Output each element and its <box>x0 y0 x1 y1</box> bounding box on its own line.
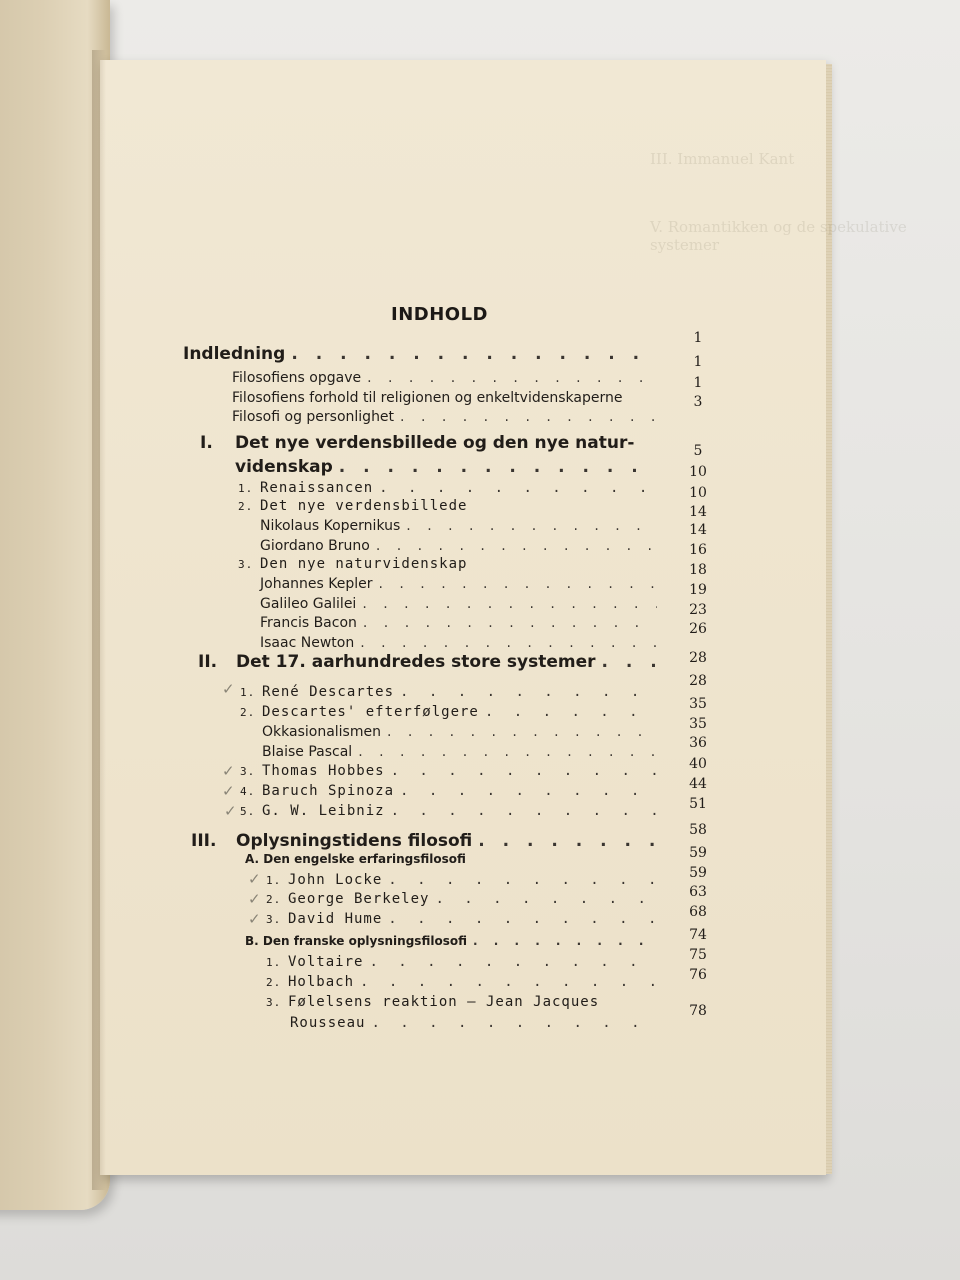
book-gutter <box>92 50 106 1190</box>
page-number: 19 <box>689 582 707 598</box>
page-number: 16 <box>689 542 707 558</box>
toc-entry-text: Den nye naturvidenskap <box>260 556 468 572</box>
dot-leader <box>376 538 657 554</box>
entry-number: 1. <box>266 874 282 887</box>
toc-entry-text: Det nye verdensbillede <box>260 498 468 514</box>
page-number: 35 <box>689 696 707 712</box>
toc-entry-text: Renaissancen <box>260 480 374 496</box>
entry-number: 4. <box>240 785 256 798</box>
dot-leader <box>339 457 657 477</box>
toc-entry <box>240 783 665 799</box>
dot-leader <box>391 803 657 819</box>
dot-leader <box>369 954 657 970</box>
toc-entry-text: Okkasionalismen <box>262 724 381 740</box>
toc-entry-text: Indledning <box>183 344 286 364</box>
toc-entry-text: Voltaire <box>288 954 364 970</box>
pencil-check-icon: ✓ <box>248 890 261 908</box>
toc-entry <box>266 994 696 1010</box>
toc-entry <box>266 891 665 907</box>
toc-entry <box>260 538 665 554</box>
toc-entry-text: Følelsens reaktion — Jean Jacques <box>288 994 600 1010</box>
dot-leader <box>363 615 657 631</box>
dot-leader <box>388 911 657 927</box>
toc-entry <box>260 518 665 534</box>
toc-entry-text: G. W. Leibniz <box>262 803 385 819</box>
dot-leader <box>400 783 657 799</box>
toc-entry <box>238 556 518 572</box>
page-number: 59 <box>689 845 707 861</box>
entry-number: 2. <box>266 893 282 906</box>
toc-entry-text: Johannes Kepler <box>260 576 373 592</box>
chapter-heading <box>191 831 670 851</box>
toc-entry <box>260 596 665 612</box>
page-number: 78 <box>689 1003 707 1019</box>
dot-leader <box>400 409 654 425</box>
toc-entry-text: Oplysningstidens filosofi <box>236 831 473 851</box>
toc-entry <box>235 457 665 477</box>
page-number: 35 <box>689 716 707 732</box>
dot-leader <box>391 763 657 779</box>
toc-entry-text: Nikolaus Kopernikus <box>260 518 401 534</box>
dot-leader <box>388 872 657 888</box>
toc-entry-text: Holbach <box>288 974 355 990</box>
entry-number: 3. <box>266 913 282 926</box>
toc-entry-text: Isaac Newton <box>260 635 355 651</box>
page-number: 10 <box>689 464 707 480</box>
chapter-heading <box>198 652 670 672</box>
section-heading <box>245 852 645 866</box>
entry-number: 3. <box>238 558 254 571</box>
page-number: 36 <box>689 735 707 751</box>
chapter-heading <box>200 433 670 453</box>
chapter-number: III. <box>191 831 217 851</box>
toc-entry <box>232 409 662 425</box>
toc-entry <box>266 911 665 927</box>
toc-entry-text: Rousseau <box>290 1015 366 1031</box>
dot-leader <box>478 831 662 851</box>
toc-entry-text: Filosofi og personlighet <box>232 409 395 425</box>
page-number: 1 <box>693 330 703 346</box>
toc-entry <box>266 872 665 888</box>
entry-number: 5. <box>240 805 256 818</box>
page-number: 59 <box>689 865 707 881</box>
pencil-check-icon: ✓ <box>222 782 235 800</box>
toc-entry-text: René Descartes <box>262 684 395 700</box>
toc-entry <box>240 803 665 819</box>
dot-leader <box>360 974 657 990</box>
toc-entry <box>290 1015 665 1031</box>
dot-leader <box>602 652 662 672</box>
toc-entry <box>232 370 662 386</box>
toc-entry-text: Filosofiens forhold til religionen og enkeltvidenskaperne <box>232 390 623 406</box>
page-number: 5 <box>693 443 703 459</box>
entry-number: 3. <box>240 765 256 778</box>
page-number: 28 <box>689 650 707 666</box>
chapter-number: II. <box>198 652 218 672</box>
dot-leader <box>362 596 657 612</box>
toc-entry <box>240 684 665 700</box>
pencil-check-icon: ✓ <box>248 870 261 888</box>
page-number: 44 <box>689 776 707 792</box>
dot-leader <box>291 344 655 364</box>
page-number: 14 <box>689 522 707 538</box>
toc-entry <box>183 344 663 364</box>
toc-entry-text: George Berkeley <box>288 891 430 907</box>
toc-entry <box>260 576 665 592</box>
entry-number: 1. <box>240 686 256 699</box>
toc-entry-text: Det nye verdensbillede og den nye natur- <box>235 433 635 453</box>
toc-entry <box>238 498 508 514</box>
toc-entry-text: A. Den engelske erfaringsfilosofi <box>245 852 466 866</box>
page-number: 63 <box>689 884 707 900</box>
page-number: 75 <box>689 947 707 963</box>
chapter-number: I. <box>200 433 213 453</box>
page-number: 1 <box>693 354 703 370</box>
page-number: 18 <box>689 562 707 578</box>
page-number: 51 <box>689 796 707 812</box>
toc-entry-text: B. Den franske oplysningsfilosofi <box>245 934 467 948</box>
section-heading <box>245 934 665 948</box>
entry-number: 2. <box>240 706 256 719</box>
toc-entry-text: Galileo Galilei <box>260 596 357 612</box>
page-number: 40 <box>689 756 707 772</box>
bleed-through-text: III. Immanuel Kant <box>650 150 795 168</box>
toc-entry <box>266 974 665 990</box>
pencil-check-icon: ✓ <box>222 680 235 698</box>
toc-entry-text: Baruch Spinoza <box>262 783 395 799</box>
page-number: 3 <box>693 394 703 410</box>
toc-entry <box>232 390 672 406</box>
toc-entry-text: Thomas Hobbes <box>262 763 385 779</box>
entry-number: 3. <box>266 996 282 1009</box>
toc-entry <box>262 724 665 740</box>
toc-entry-text: Filosofiens opgave <box>232 370 362 386</box>
page-number: 23 <box>689 602 707 618</box>
dot-leader <box>367 370 654 386</box>
dot-leader <box>435 891 657 907</box>
toc-entry-text: videnskap <box>235 457 333 477</box>
toc-entry <box>266 954 665 970</box>
toc-entry-text: John Locke <box>288 872 383 888</box>
dot-leader <box>473 934 657 948</box>
page-number: 14 <box>689 504 707 520</box>
toc-entry-text: Det 17. aarhundredes store systemer <box>236 652 596 672</box>
entry-number: 1. <box>238 482 254 495</box>
dot-leader <box>371 1015 657 1031</box>
dot-leader <box>406 518 657 534</box>
page-number: 74 <box>689 927 707 943</box>
toc-entry <box>240 704 665 720</box>
toc-entry-text: Giordano Bruno <box>260 538 370 554</box>
toc-entry <box>260 615 665 631</box>
page-title: INDHOLD <box>391 304 488 325</box>
entry-number: 2. <box>238 500 254 513</box>
page-number: 28 <box>689 673 707 689</box>
dot-leader <box>379 576 658 592</box>
toc-entry-text: Descartes' efterfølgere <box>262 704 479 720</box>
dot-leader <box>358 744 657 760</box>
pencil-check-icon: ✓ <box>222 762 235 780</box>
bleed-through-text: V. Romantikken og de spekulative systemer <box>650 218 907 254</box>
dot-leader <box>360 635 657 651</box>
dot-leader <box>379 480 657 496</box>
toc-entry-text: David Hume <box>288 911 383 927</box>
entry-number: 1. <box>266 956 282 969</box>
dot-leader <box>485 704 657 720</box>
page-number: 1 <box>693 375 703 391</box>
toc-entry <box>260 635 665 651</box>
toc-entry <box>240 763 665 779</box>
entry-number: 2. <box>266 976 282 989</box>
page-number: 26 <box>689 621 707 637</box>
toc-entry-text: Blaise Pascal <box>262 744 353 760</box>
page-number: 68 <box>689 904 707 920</box>
toc-entry <box>238 480 665 496</box>
pencil-check-icon: ✓ <box>248 910 261 928</box>
toc-entry <box>262 744 665 760</box>
dot-leader <box>387 724 657 740</box>
page-number: 58 <box>689 822 707 838</box>
toc-entry-text: Francis Bacon <box>260 615 357 631</box>
pencil-check-icon: ✓ <box>224 802 237 820</box>
dot-leader <box>400 684 657 700</box>
page-number: 10 <box>689 485 707 501</box>
page-number: 76 <box>689 967 707 983</box>
